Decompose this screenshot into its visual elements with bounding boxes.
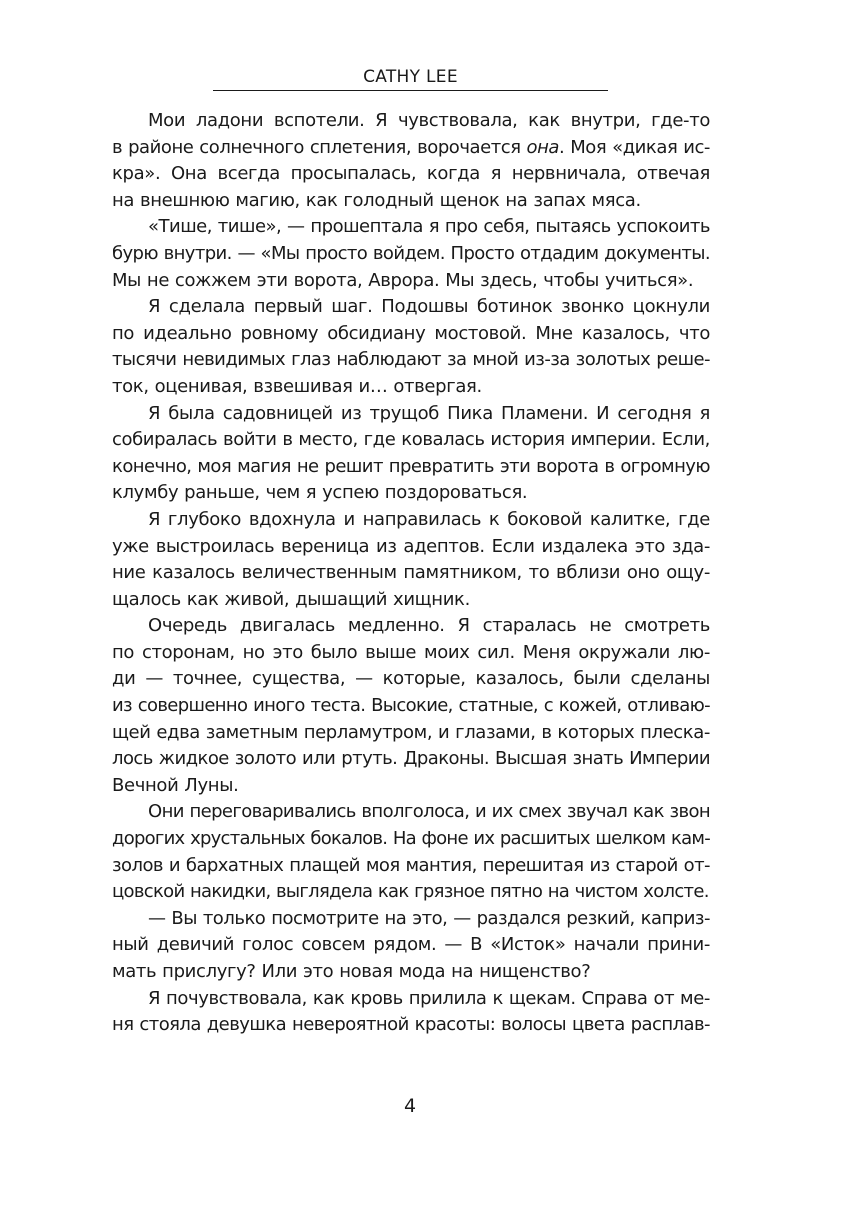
text-line: ние казалось величественным памятником, то вблизи оно ощу-	[112, 562, 710, 584]
text-line: из совершенно иного теста. Высокие, статные, с кожей, отливаю-	[112, 695, 710, 717]
text-line: по идеально ровному обсидиану мостовой. Мне казалось, что	[112, 322, 710, 344]
text-line: Они переговаривались вполголоса, и их смех звучал как звон	[148, 801, 711, 823]
text-line: лось жидкое золото или ртуть. Драконы. Высшая знать Империи	[112, 748, 710, 770]
text-line: ня стояла девушка невероятной красоты: волосы цвета расплав-	[112, 1014, 710, 1036]
running-head-author: CATHY LEE	[363, 67, 458, 87]
text-line: золов и бархатных плащей моя мантия, перешитая из старой от-	[112, 854, 710, 876]
text-line: кра». Она всегда просыпалась, когда я нервничала, отвечая	[112, 163, 710, 185]
text-line: на внешнюю магию, как голодный щенок на запах мяса.	[112, 189, 641, 211]
text-line: — Вы только посмотрите на это, — раздался резкий, каприз-	[148, 907, 710, 929]
text-line: ток, оценивая, взвешивая и… отвергая.	[112, 375, 482, 397]
text-line: цовской накидки, выглядела как грязное пятно на чистом холсте.	[112, 881, 709, 903]
text-line: Очередь двигалась медленно. Я старалась не смотреть	[148, 615, 710, 637]
body-text	[112, 108, 710, 1039]
text-line: по сторонам, но это было выше моих сил. Меня окружали лю-	[112, 641, 710, 663]
text-line: собиралась войти в место, где ковалась история империи. Если,	[112, 429, 710, 451]
header-rule	[213, 90, 608, 91]
text-line: Мои ладони вспотели. Я чувствовала, как внутри, где-то	[148, 110, 710, 131]
text-line: мать прислугу? Или это новая мода на нищенство?	[112, 961, 591, 982]
text-line: конечно, моя магия не решит превратить эти ворота в огромную	[112, 455, 710, 477]
text-line: Я почувствовала, как кровь прилила к щекам. Справа от ме-	[148, 987, 710, 1009]
text-line: ный девичий голос совсем рядом. — В «Исток» начали прини-	[112, 934, 710, 956]
text-line: щалось как живой, дышащий хищник.	[112, 588, 470, 610]
text-line: бурю внутри. — «Мы просто войдем. Просто отдадим документы.	[112, 242, 710, 264]
text-line: Вечной Луны.	[112, 774, 239, 796]
text-line: Я была садовницей из трущоб Пика Пламени. И сегодня я	[148, 402, 710, 424]
text-line: уже выстроилась вереница из адептов. Если издалека это зда-	[112, 535, 710, 557]
text-line: в районе солнечного сплетения, ворочается она. Моя «дикая ис-	[112, 136, 710, 158]
text-line: Мы не сожжем эти ворота, Аврора. Мы здесь, чтобы учиться».	[112, 269, 694, 291]
text-line: щей едва заметным перламутром, и глазами, в которых плеска-	[112, 721, 710, 743]
emphasis: она	[526, 136, 559, 158]
page-number: 4	[403, 1095, 417, 1117]
text-line: тысячи невидимых глаз наблюдают за мной из-за золотых реше-	[112, 349, 710, 371]
text-line: ди — точнее, существа, — которые, казалось, были сделаны	[112, 668, 710, 690]
text-line: «Тише, тише», — прошептала я про себя, пытаясь успокоить	[148, 216, 710, 238]
text-line: дорогих хрустальных бокалов. На фоне их расшитых шелком кам-	[112, 828, 710, 850]
text-line: Я глубоко вдохнула и направилась к боковой калитке, где	[148, 508, 710, 530]
text-line: Я сделала первый шаг. Подошвы ботинок звонко цокнули	[148, 296, 710, 318]
text-line: клумбу раньше, чем я успею поздороваться.	[112, 482, 528, 504]
